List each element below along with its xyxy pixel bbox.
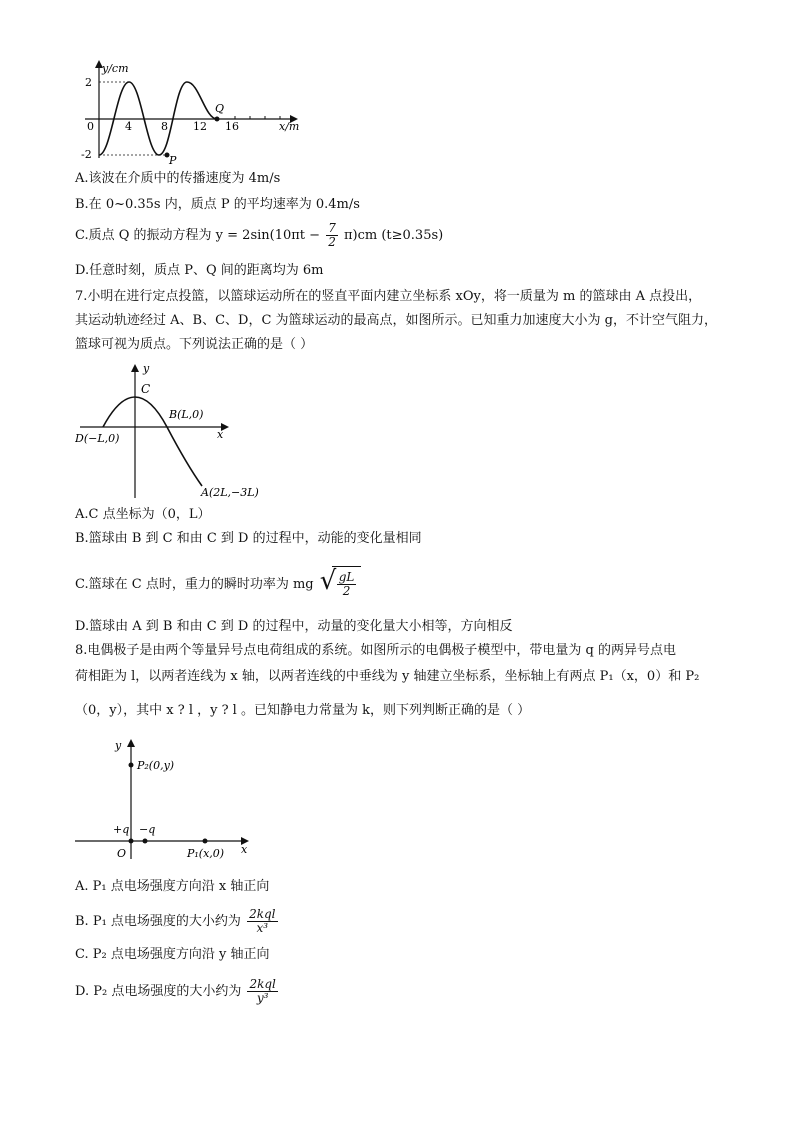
wave-tick-0: 0 <box>87 120 94 133</box>
q7-option-b: B.篮球由 B 到 C 和由 C 到 D 的过程中，动能的变化量相同 <box>75 531 422 546</box>
q8-b-frac-den: x³ <box>256 921 269 935</box>
q7-c-sqrt-num: gL <box>338 570 355 584</box>
wave-tick-16: 16 <box>225 120 239 133</box>
q8-d-fraction <box>247 978 277 1005</box>
dipole-x-label: x <box>241 843 248 856</box>
traj-label-D: D(−L,0) <box>75 432 120 445</box>
sqrt-icon: √ <box>319 566 337 596</box>
q7-stem-line2: 其运动轨迹经过 A、B、C、D，C 为篮球运动的最高点，如图所示。已知重力加速度大小为 g，不计空气阻力， <box>75 313 717 328</box>
wave-tick-12: 12 <box>193 120 207 133</box>
dipole-point-P2 <box>129 763 134 768</box>
wave-point-Q <box>215 117 220 122</box>
dipole-point-P1 <box>203 839 208 844</box>
q7-stem-line3: 篮球可视为质点。下列说法正确的是（ ） <box>75 337 314 352</box>
q7-option-d: D.篮球由 A 到 B 和由 C 到 D 的过程中，动量的变化量大小相等，方向相反 <box>75 619 513 634</box>
q8-stem-line1: 8.电偶极子是由两个等量异号点电荷组成的系统。如图所示的电偶极子模型中，带电量为 q 的两异号点电 <box>75 643 676 658</box>
q8-d-frac-den: y³ <box>256 991 269 1005</box>
q8-option-c: C. P₂ 点电场强度方向沿 y 轴正向 <box>75 947 270 962</box>
wave-label-Q: Q <box>215 102 225 115</box>
q6-option-a: A.该波在介质中的传播速度为 4m/s <box>75 171 281 186</box>
traj-label-B: B(L,0) <box>169 408 204 421</box>
q7-c-sqrt-den: 2 <box>342 584 351 598</box>
q6-option-c-fraction <box>326 222 338 249</box>
dipole-charge-plus <box>129 839 134 844</box>
q8-b-fraction <box>247 908 277 935</box>
wave-tick-neg2: -2 <box>81 148 92 161</box>
dipole-y-label: y <box>115 739 122 752</box>
wave-tick-4: 4 <box>125 120 132 133</box>
dipole-label-P1: P₁(x,0) <box>187 847 225 860</box>
q6-option-c-prefix: C.质点 Q 的振动方程为 y = 2sin(10πt − <box>75 228 321 243</box>
dipole-label-plus-q: +q <box>113 823 130 836</box>
q8-option-d-prefix: D. P₂ 点电场强度的大小约为 <box>75 984 242 999</box>
q7-option-c <box>75 566 361 603</box>
q7-c-sqrt <box>320 566 362 603</box>
wave-x-label: x/m <box>279 120 300 133</box>
q6-option-c <box>75 222 443 250</box>
wave-label-P: P <box>169 154 177 166</box>
dipole-label-O: O <box>117 847 127 860</box>
q6-c-frac-num: 7 <box>328 221 336 235</box>
q7-c-sqrt-fraction <box>337 571 357 598</box>
traj-label-A: A(2L,−3L) <box>201 486 259 499</box>
wave-graph <box>75 58 315 166</box>
q8-option-b <box>75 906 280 938</box>
dipole-y-arrow <box>127 739 135 747</box>
q6-c-frac-den: 2 <box>328 235 336 249</box>
q8-option-a: A. P₁ 点电场强度方向沿 x 轴正向 <box>75 879 270 894</box>
q8-stem-line2: 荷相距为 l，以两者连线为 x 轴，以两者连线的中垂线为 y 轴建立坐标系，坐标轴上有两点 P₁（x，0）和 P₂ <box>75 669 700 684</box>
q8-option-d <box>75 976 280 1008</box>
traj-label-C: C <box>141 382 151 396</box>
dipole-charge-minus <box>143 839 148 844</box>
q8-d-frac-num: 2kql <box>249 977 276 991</box>
wave-tick-8: 8 <box>161 120 168 133</box>
q8-stem-line3: （0，y），其中 x ? l ，y ? l 。已知静电力常量为 k，则下列判断正确的是（ ） <box>75 703 531 718</box>
q6-option-b: B.在 0~0.35s 内，质点 P 的平均速率为 0.4m/s <box>75 197 360 212</box>
traj-x-label: x <box>217 428 224 441</box>
q8-b-frac-num: 2kql <box>249 907 276 921</box>
traj-y-label: y <box>143 362 150 375</box>
wave-tick-2: 2 <box>85 76 92 89</box>
q7-stem-line1: 7.小明在进行定点投篮，以篮球运动所在的竖直平面内建立坐标系 xOy，将一质量为 m 的篮球由 A 点投出， <box>75 289 702 304</box>
dipole-label-minus-q: −q <box>139 823 156 836</box>
dipole-label-P2: P₂(0,y) <box>137 759 175 772</box>
wave-y-label: y/cm <box>102 62 129 75</box>
q6-option-c-suffix: π)cm (t≥0.35s) <box>343 228 444 243</box>
dipole-graph <box>75 735 265 865</box>
q6-option-d: D.任意时刻，质点 P、Q 间的距离均为 6m <box>75 263 324 278</box>
trajectory-graph <box>75 360 275 500</box>
q7-option-c-prefix: C.篮球在 C 点时，重力的瞬时功率为 mg <box>75 577 314 592</box>
traj-y-arrow <box>131 364 139 372</box>
q7-option-a: A.C 点坐标为（0，L） <box>75 507 211 522</box>
q8-option-b-prefix: B. P₁ 点电场强度的大小约为 <box>75 914 241 929</box>
